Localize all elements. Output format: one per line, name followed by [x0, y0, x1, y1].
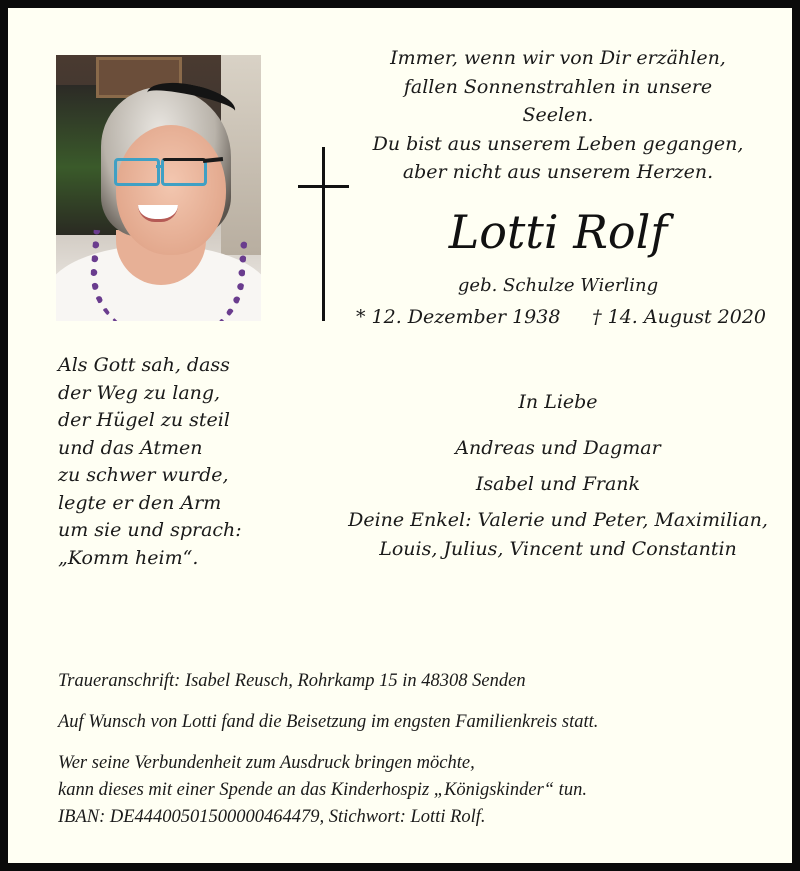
poem-left-line: und das Atmen — [58, 436, 203, 459]
life-dates — [356, 304, 766, 330]
donation-note — [58, 750, 778, 831]
donation-line: Wer seine Verbundenheit zum Ausdruck bringen möchte, — [58, 753, 475, 773]
cross-icon-bar — [298, 185, 349, 188]
birth-date: * 12. Dezember 1938 — [356, 306, 561, 328]
burial-note: Auf Wunsch von Lotti fand die Beisetzung im engsten Familienkreis statt. — [58, 712, 599, 732]
mourning-address: Traueranschrift: Isabel Reusch, Rohrkamp 15 in 48308 Senden — [58, 671, 526, 691]
mourners-intro: In Liebe — [518, 391, 598, 413]
mourner-row: Isabel und Frank — [475, 473, 641, 495]
photo-glasses-right — [161, 158, 207, 186]
poem-left-line: um sie und sprach: — [58, 519, 242, 541]
poem-left-line: der Weg zu lang, — [58, 381, 221, 404]
maiden-name: geb. Schulze Wierling — [457, 275, 659, 296]
deceased-name: Lotti Rolf — [448, 205, 668, 259]
poem-top — [368, 44, 748, 187]
grandchildren-line: Louis, Julius, Vincent und Constantin — [379, 538, 737, 560]
poem-top-line: fallen Sonnenstrahlen in unsere Seelen. — [403, 75, 713, 126]
photo-glasses-left — [114, 158, 160, 186]
donation-line: kann dieses mit einer Spende an das Kinderhospiz „Königskinder“ tun. — [58, 780, 587, 800]
poem-left — [58, 352, 318, 572]
poem-top-line: Du bist aus unserem Leben gegangen, — [372, 132, 744, 155]
photo-necklace — [87, 230, 248, 321]
footer-info — [58, 668, 778, 831]
donation-iban: IBAN: DE44400501500000464479, Stichwort: Lotti Rolf. — [58, 807, 486, 827]
cross-icon — [322, 147, 325, 321]
portrait-photo — [56, 55, 261, 321]
death-date: † 14. August 2020 — [592, 306, 766, 328]
poem-left-line: zu schwer wurde, — [58, 464, 229, 486]
poem-left-line: Als Gott sah, dass — [58, 354, 230, 376]
mourner-row: Andreas und Dagmar — [455, 437, 661, 459]
photo-glasses-bridge — [156, 165, 164, 168]
poem-left-line: „Komm heim“. — [58, 546, 199, 569]
grandchildren-line: Deine Enkel: Valerie und Peter, Maximilian, — [348, 509, 768, 531]
poem-left-line: der Hügel zu steil — [58, 409, 230, 431]
poem-top-line: Immer, wenn wir von Dir erzählen, — [390, 47, 726, 69]
poem-left-line: legte er den Arm — [58, 491, 222, 514]
poem-top-line: aber nicht aus unserem Herzen. — [402, 161, 714, 183]
mourners — [348, 388, 768, 564]
